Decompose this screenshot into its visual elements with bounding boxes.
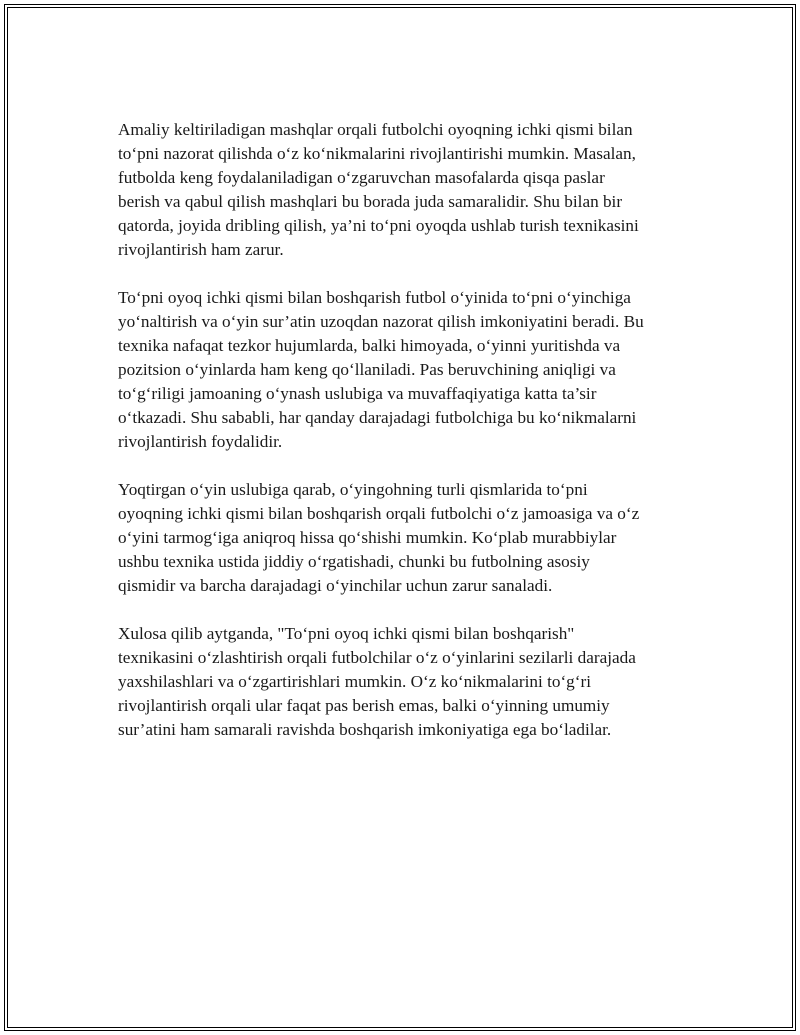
document-body xyxy=(118,118,684,766)
paragraph-playing-style: Yoqtirgan o‘yin uslubiga qarab, o‘yingohning turli qismlarida to‘pni oyoqning ichki qismi bilan boshqarish orqali futbolchi o‘z jamoasiga va o‘z o‘yini tarmog‘iga aniqroq hissa qo‘shishi mumkin. Ko‘plab murabbiylar ushbu texnika ustida jiddiy o‘rgatishadi, chunki bu futbolning asosiy qismidir va barcha darajadagi o‘yinchilar uchun zarur sanaladi. xyxy=(118,480,640,595)
paragraph-practice-drills: Amaliy keltiriladigan mashqlar orqali futbolchi oyoqning ichki qismi bilan to‘pni nazorat qilishda o‘z ko‘nikmalarini rivojlantirishi mumkin. Masalan, futbolda keng foydalaniladigan o‘zgaruvchan masofalarda qisqa paslar berish va qabul qilish mashqlari bu borada juda samaralidir. Shu bilan bir qatorda, joyida dribling qilish, ya’ni to‘pni oyoqda ushlab turish texnikasini rivojlantirish ham zarur. xyxy=(118,120,639,259)
paragraph-technique-importance: To‘pni oyoq ichki qismi bilan boshqarish futbol o‘yinida to‘pni o‘yinchiga yo‘naltirish va o‘yin sur’atin uzoqdan nazorat qilish imkoniyatini beradi. Bu texnika nafaqat tezkor hujumlarda, balki himoyada, o‘yinni yuritishda va pozitsion o‘yinlarda ham keng qo‘llaniladi. Pas beruvchining aniqligi va to‘g‘riligi jamoaning o‘ynash uslubiga va muvaffaqiyatiga katta ta’sir o‘tkazadi. Shu sababli, har qanday darajadagi futbolchiga bu ko‘nikmalarni rivojlantirish foydalidir. xyxy=(118,288,644,451)
paragraph-conclusion: Xulosa qilib aytganda, "To‘pni oyoq ichki qismi bilan boshqarish" texnikasini o‘zlashtirish orqali futbolchilar o‘z o‘yinlarini sezilarli darajada yaxshilashlari va o‘zgartirishlari mumkin. O‘z ko‘nikmalarini to‘g‘ri rivojlantirish orqali ular faqat pas berish emas, balki o‘yinning umumiy sur’atini ham samarali ravishda boshqarish imkoniyatiga ega bo‘ladilar. xyxy=(118,624,636,739)
